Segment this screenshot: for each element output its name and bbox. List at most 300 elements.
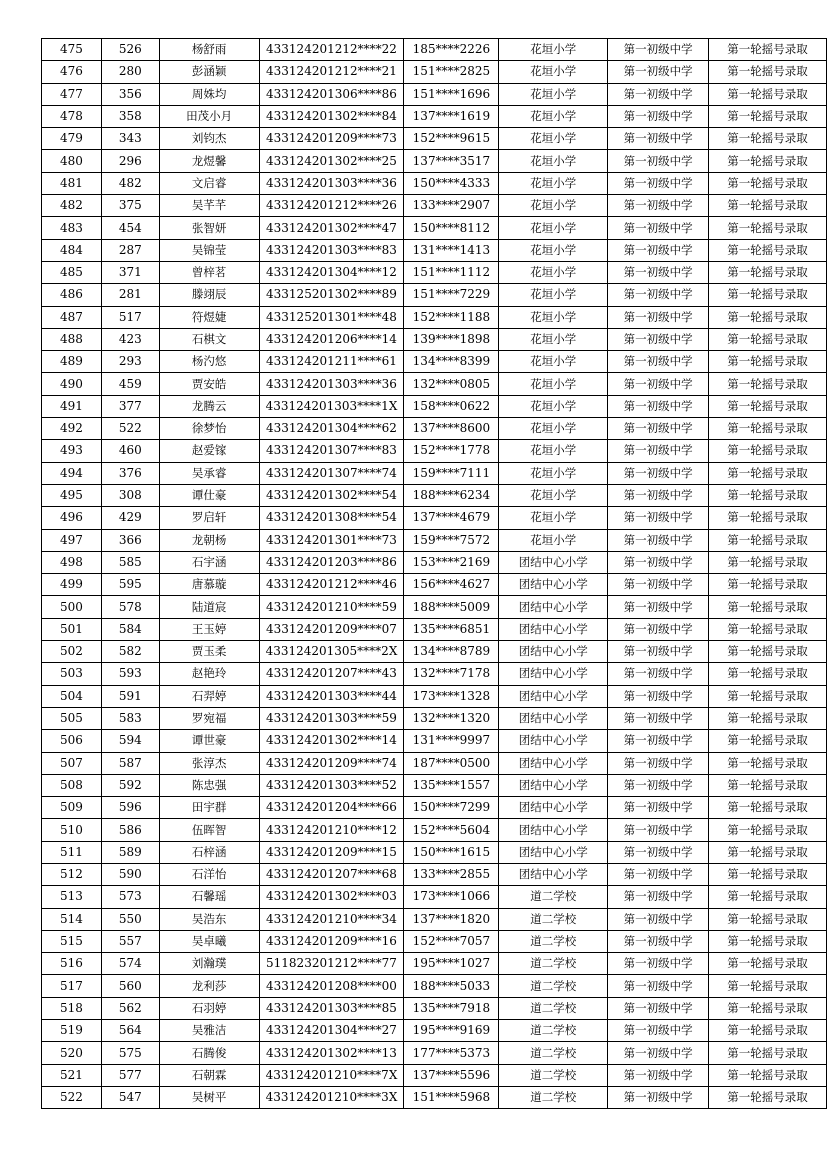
- admission-status-cell: 第一轮摇号录取: [709, 663, 827, 685]
- admission-status-cell: 第一轮摇号录取: [709, 105, 827, 127]
- lottery-number-cell: 308: [101, 484, 159, 506]
- student-name-cell: 谭仕豪: [159, 484, 259, 506]
- id-number-cell: 433124201304****27: [259, 1020, 404, 1042]
- phone-number-cell: 135****7918: [404, 997, 499, 1019]
- admitted-school-cell: 第一初级中学: [608, 730, 709, 752]
- primary-school-cell: 花垣小学: [499, 172, 608, 194]
- admitted-school-cell: 第一初级中学: [608, 663, 709, 685]
- admitted-school-cell: 第一初级中学: [608, 83, 709, 105]
- student-name-cell: 吴锦莹: [159, 239, 259, 261]
- id-number-cell: 433124201301****73: [259, 529, 404, 551]
- primary-school-cell: 团结中心小学: [499, 618, 608, 640]
- primary-school-cell: 团结中心小学: [499, 663, 608, 685]
- primary-school-cell: 团结中心小学: [499, 841, 608, 863]
- id-number-cell: 433124201210****59: [259, 596, 404, 618]
- student-name-cell: 杨汋悠: [159, 351, 259, 373]
- id-number-cell: 433124201212****21: [259, 61, 404, 83]
- phone-number-cell: 151****1112: [404, 261, 499, 283]
- admitted-school-cell: 第一初级中学: [608, 284, 709, 306]
- phone-number-cell: 195****1027: [404, 953, 499, 975]
- table-row: [42, 774, 827, 796]
- row-index-cell: 519: [42, 1020, 102, 1042]
- table-row: [42, 128, 827, 150]
- primary-school-cell: 花垣小学: [499, 239, 608, 261]
- lottery-number-cell: 583: [101, 707, 159, 729]
- id-number-cell: 433124201302****54: [259, 484, 404, 506]
- lottery-number-cell: 375: [101, 195, 159, 217]
- id-number-cell: 433124201210****7X: [259, 1064, 404, 1086]
- phone-number-cell: 152****9615: [404, 128, 499, 150]
- admission-status-cell: 第一轮摇号录取: [709, 930, 827, 952]
- lottery-number-cell: 585: [101, 551, 159, 573]
- admitted-school-cell: 第一初级中学: [608, 217, 709, 239]
- primary-school-cell: 花垣小学: [499, 306, 608, 328]
- student-name-cell: 吴雅洁: [159, 1020, 259, 1042]
- phone-number-cell: 152****5604: [404, 819, 499, 841]
- admitted-school-cell: 第一初级中学: [608, 685, 709, 707]
- table-row: [42, 529, 827, 551]
- id-number-cell: 433124201305****2X: [259, 641, 404, 663]
- row-index-cell: 492: [42, 418, 102, 440]
- lottery-number-cell: 460: [101, 440, 159, 462]
- primary-school-cell: 花垣小学: [499, 284, 608, 306]
- admission-status-cell: 第一轮摇号录取: [709, 819, 827, 841]
- row-index-cell: 478: [42, 105, 102, 127]
- row-index-cell: 507: [42, 752, 102, 774]
- admission-status-cell: 第一轮摇号录取: [709, 395, 827, 417]
- student-name-cell: 陆道宸: [159, 596, 259, 618]
- table-row: [42, 39, 827, 61]
- row-index-cell: 503: [42, 663, 102, 685]
- admitted-school-cell: 第一初级中学: [608, 418, 709, 440]
- student-name-cell: 刘钧杰: [159, 128, 259, 150]
- phone-number-cell: 150****4333: [404, 172, 499, 194]
- student-name-cell: 陈忠强: [159, 774, 259, 796]
- lottery-number-cell: 454: [101, 217, 159, 239]
- table-row: [42, 908, 827, 930]
- phone-number-cell: 134****8399: [404, 351, 499, 373]
- student-name-cell: 张智妍: [159, 217, 259, 239]
- table-row: [42, 1020, 827, 1042]
- phone-number-cell: 185****2226: [404, 39, 499, 61]
- admission-status-cell: 第一轮摇号录取: [709, 195, 827, 217]
- table-row: [42, 484, 827, 506]
- admitted-school-cell: 第一初级中学: [608, 306, 709, 328]
- phone-number-cell: 188****5009: [404, 596, 499, 618]
- student-name-cell: 周姝均: [159, 83, 259, 105]
- id-number-cell: 433124201304****12: [259, 261, 404, 283]
- id-number-cell: 433124201212****22: [259, 39, 404, 61]
- admitted-school-cell: 第一初级中学: [608, 886, 709, 908]
- phone-number-cell: 173****1066: [404, 886, 499, 908]
- student-name-cell: 杨舒雨: [159, 39, 259, 61]
- primary-school-cell: 花垣小学: [499, 373, 608, 395]
- admission-status-cell: 第一轮摇号录取: [709, 641, 827, 663]
- table-row: [42, 551, 827, 573]
- admission-status-cell: 第一轮摇号录取: [709, 351, 827, 373]
- admitted-school-cell: 第一初级中学: [608, 953, 709, 975]
- table-row: [42, 351, 827, 373]
- id-number-cell: 433124201204****66: [259, 797, 404, 819]
- admission-status-cell: 第一轮摇号录取: [709, 774, 827, 796]
- admitted-school-cell: 第一初级中学: [608, 930, 709, 952]
- admitted-school-cell: 第一初级中学: [608, 462, 709, 484]
- primary-school-cell: 团结中心小学: [499, 685, 608, 707]
- lottery-number-cell: 578: [101, 596, 159, 618]
- lottery-number-cell: 557: [101, 930, 159, 952]
- table-row: [42, 863, 827, 885]
- row-index-cell: 520: [42, 1042, 102, 1064]
- student-name-cell: 田茂小月: [159, 105, 259, 127]
- phone-number-cell: 187****0500: [404, 752, 499, 774]
- table-row: [42, 261, 827, 283]
- table-row: [42, 886, 827, 908]
- student-name-cell: 吴承睿: [159, 462, 259, 484]
- student-name-cell: 吴浩东: [159, 908, 259, 930]
- lottery-number-cell: 564: [101, 1020, 159, 1042]
- admission-status-cell: 第一轮摇号录取: [709, 440, 827, 462]
- table-row: [42, 306, 827, 328]
- admission-status-cell: 第一轮摇号录取: [709, 618, 827, 640]
- student-name-cell: 石梓涵: [159, 841, 259, 863]
- primary-school-cell: 团结中心小学: [499, 774, 608, 796]
- lottery-number-cell: 595: [101, 574, 159, 596]
- id-number-cell: 433124201303****36: [259, 373, 404, 395]
- admitted-school-cell: 第一初级中学: [608, 1064, 709, 1086]
- admitted-school-cell: 第一初级中学: [608, 351, 709, 373]
- primary-school-cell: 花垣小学: [499, 83, 608, 105]
- table-row: [42, 328, 827, 350]
- id-number-cell: 433124201203****86: [259, 551, 404, 573]
- table-row: [42, 841, 827, 863]
- primary-school-cell: 团结中心小学: [499, 596, 608, 618]
- phone-number-cell: 135****6851: [404, 618, 499, 640]
- id-number-cell: 433124201207****68: [259, 863, 404, 885]
- phone-number-cell: 131****1413: [404, 239, 499, 261]
- row-index-cell: 501: [42, 618, 102, 640]
- lottery-number-cell: 376: [101, 462, 159, 484]
- student-name-cell: 张淳杰: [159, 752, 259, 774]
- admitted-school-cell: 第一初级中学: [608, 39, 709, 61]
- primary-school-cell: 花垣小学: [499, 150, 608, 172]
- table-row: [42, 975, 827, 997]
- lottery-number-cell: 575: [101, 1042, 159, 1064]
- lottery-number-cell: 482: [101, 172, 159, 194]
- primary-school-cell: 花垣小学: [499, 105, 608, 127]
- lottery-number-cell: 594: [101, 730, 159, 752]
- id-number-cell: 433124201303****44: [259, 685, 404, 707]
- admission-status-cell: 第一轮摇号录取: [709, 284, 827, 306]
- phone-number-cell: 156****4627: [404, 574, 499, 596]
- phone-number-cell: 137****3517: [404, 150, 499, 172]
- primary-school-cell: 花垣小学: [499, 462, 608, 484]
- row-index-cell: 504: [42, 685, 102, 707]
- phone-number-cell: 159****7111: [404, 462, 499, 484]
- lottery-number-cell: 377: [101, 395, 159, 417]
- table-row: [42, 752, 827, 774]
- row-index-cell: 483: [42, 217, 102, 239]
- admission-status-cell: 第一轮摇号录取: [709, 886, 827, 908]
- admission-status-cell: 第一轮摇号录取: [709, 217, 827, 239]
- id-number-cell: 433124201303****1X: [259, 395, 404, 417]
- admitted-school-cell: 第一初级中学: [608, 797, 709, 819]
- phone-number-cell: 151****2825: [404, 61, 499, 83]
- primary-school-cell: 团结中心小学: [499, 819, 608, 841]
- table-row: [42, 663, 827, 685]
- admission-status-cell: 第一轮摇号录取: [709, 997, 827, 1019]
- primary-school-cell: 花垣小学: [499, 529, 608, 551]
- lottery-number-cell: 596: [101, 797, 159, 819]
- admission-status-cell: 第一轮摇号录取: [709, 150, 827, 172]
- lottery-number-cell: 517: [101, 306, 159, 328]
- primary-school-cell: 团结中心小学: [499, 574, 608, 596]
- phone-number-cell: 152****7057: [404, 930, 499, 952]
- admission-status-cell: 第一轮摇号录取: [709, 128, 827, 150]
- phone-number-cell: 188****5033: [404, 975, 499, 997]
- phone-number-cell: 150****1615: [404, 841, 499, 863]
- admitted-school-cell: 第一初级中学: [608, 819, 709, 841]
- row-index-cell: 484: [42, 239, 102, 261]
- row-index-cell: 482: [42, 195, 102, 217]
- admission-status-cell: 第一轮摇号录取: [709, 797, 827, 819]
- id-number-cell: 433124201302****47: [259, 217, 404, 239]
- student-name-cell: 吴树平: [159, 1086, 259, 1108]
- admission-status-cell: 第一轮摇号录取: [709, 596, 827, 618]
- admission-status-cell: 第一轮摇号录取: [709, 841, 827, 863]
- row-index-cell: 487: [42, 306, 102, 328]
- primary-school-cell: 团结中心小学: [499, 863, 608, 885]
- id-number-cell: 433124201308****54: [259, 507, 404, 529]
- phone-number-cell: 188****6234: [404, 484, 499, 506]
- row-index-cell: 521: [42, 1064, 102, 1086]
- primary-school-cell: 道二学校: [499, 1064, 608, 1086]
- admitted-school-cell: 第一初级中学: [608, 975, 709, 997]
- row-index-cell: 511: [42, 841, 102, 863]
- row-index-cell: 499: [42, 574, 102, 596]
- id-number-cell: 433124201303****52: [259, 774, 404, 796]
- phone-number-cell: 177****5373: [404, 1042, 499, 1064]
- admission-status-cell: 第一轮摇号录取: [709, 685, 827, 707]
- admission-status-cell: 第一轮摇号录取: [709, 239, 827, 261]
- student-name-cell: 彭涵颖: [159, 61, 259, 83]
- row-index-cell: 480: [42, 150, 102, 172]
- admission-status-cell: 第一轮摇号录取: [709, 1086, 827, 1108]
- admitted-school-cell: 第一初级中学: [608, 484, 709, 506]
- row-index-cell: 497: [42, 529, 102, 551]
- student-name-cell: 龙利莎: [159, 975, 259, 997]
- admitted-school-cell: 第一初级中学: [608, 1020, 709, 1042]
- lottery-number-cell: 371: [101, 261, 159, 283]
- admission-table: [41, 38, 827, 1109]
- lottery-number-cell: 586: [101, 819, 159, 841]
- admission-status-cell: 第一轮摇号录取: [709, 462, 827, 484]
- lottery-number-cell: 591: [101, 685, 159, 707]
- id-number-cell: 433124201304****62: [259, 418, 404, 440]
- primary-school-cell: 花垣小学: [499, 195, 608, 217]
- id-number-cell: 433124201209****07: [259, 618, 404, 640]
- phone-number-cell: 132****0805: [404, 373, 499, 395]
- lottery-number-cell: 287: [101, 239, 159, 261]
- id-number-cell: 433124201207****43: [259, 663, 404, 685]
- id-number-cell: 433124201303****83: [259, 239, 404, 261]
- admitted-school-cell: 第一初级中学: [608, 395, 709, 417]
- student-name-cell: 曾梓茗: [159, 261, 259, 283]
- lottery-number-cell: 366: [101, 529, 159, 551]
- admission-status-cell: 第一轮摇号录取: [709, 261, 827, 283]
- phone-number-cell: 173****1328: [404, 685, 499, 707]
- lottery-number-cell: 593: [101, 663, 159, 685]
- admitted-school-cell: 第一初级中学: [608, 641, 709, 663]
- row-index-cell: 505: [42, 707, 102, 729]
- student-name-cell: 吴卓曦: [159, 930, 259, 952]
- admitted-school-cell: 第一初级中学: [608, 150, 709, 172]
- student-name-cell: 石馨瑶: [159, 886, 259, 908]
- admission-status-cell: 第一轮摇号录取: [709, 373, 827, 395]
- table-row: [42, 373, 827, 395]
- id-number-cell: 433124201210****3X: [259, 1086, 404, 1108]
- admitted-school-cell: 第一初级中学: [608, 596, 709, 618]
- lottery-number-cell: 590: [101, 863, 159, 885]
- lottery-number-cell: 589: [101, 841, 159, 863]
- student-name-cell: 伍晖智: [159, 819, 259, 841]
- id-number-cell: 433125201302****89: [259, 284, 404, 306]
- primary-school-cell: 花垣小学: [499, 395, 608, 417]
- table-row: [42, 685, 827, 707]
- lottery-number-cell: 592: [101, 774, 159, 796]
- lottery-number-cell: 573: [101, 886, 159, 908]
- admission-status-cell: 第一轮摇号录取: [709, 83, 827, 105]
- row-index-cell: 491: [42, 395, 102, 417]
- phone-number-cell: 131****9997: [404, 730, 499, 752]
- lottery-number-cell: 577: [101, 1064, 159, 1086]
- row-index-cell: 489: [42, 351, 102, 373]
- admitted-school-cell: 第一初级中学: [608, 1086, 709, 1108]
- primary-school-cell: 团结中心小学: [499, 752, 608, 774]
- admission-status-cell: 第一轮摇号录取: [709, 529, 827, 551]
- id-number-cell: 433124201209****74: [259, 752, 404, 774]
- id-number-cell: 433124201307****74: [259, 462, 404, 484]
- student-name-cell: 徐梦怡: [159, 418, 259, 440]
- row-index-cell: 481: [42, 172, 102, 194]
- primary-school-cell: 道二学校: [499, 975, 608, 997]
- admitted-school-cell: 第一初级中学: [608, 752, 709, 774]
- student-name-cell: 王玉婷: [159, 618, 259, 640]
- phone-number-cell: 133****2907: [404, 195, 499, 217]
- id-number-cell: 433124201303****85: [259, 997, 404, 1019]
- lottery-number-cell: 526: [101, 39, 159, 61]
- primary-school-cell: 团结中心小学: [499, 641, 608, 663]
- table-row: [42, 284, 827, 306]
- phone-number-cell: 195****9169: [404, 1020, 499, 1042]
- primary-school-cell: 道二学校: [499, 1042, 608, 1064]
- lottery-number-cell: 429: [101, 507, 159, 529]
- id-number-cell: 433124201306****86: [259, 83, 404, 105]
- row-index-cell: 502: [42, 641, 102, 663]
- admitted-school-cell: 第一初级中学: [608, 574, 709, 596]
- row-index-cell: 477: [42, 83, 102, 105]
- student-name-cell: 滕翊辰: [159, 284, 259, 306]
- student-name-cell: 龙煜馨: [159, 150, 259, 172]
- id-number-cell: 433124201307****83: [259, 440, 404, 462]
- row-index-cell: 493: [42, 440, 102, 462]
- table-row: [42, 574, 827, 596]
- lottery-number-cell: 281: [101, 284, 159, 306]
- row-index-cell: 490: [42, 373, 102, 395]
- admitted-school-cell: 第一初级中学: [608, 551, 709, 573]
- row-index-cell: 517: [42, 975, 102, 997]
- student-name-cell: 田宇群: [159, 797, 259, 819]
- student-name-cell: 石宇涵: [159, 551, 259, 573]
- primary-school-cell: 花垣小学: [499, 507, 608, 529]
- table-row: [42, 395, 827, 417]
- student-name-cell: 石腾俊: [159, 1042, 259, 1064]
- phone-number-cell: 150****8112: [404, 217, 499, 239]
- primary-school-cell: 花垣小学: [499, 128, 608, 150]
- table-row: [42, 507, 827, 529]
- primary-school-cell: 道二学校: [499, 953, 608, 975]
- phone-number-cell: 137****5596: [404, 1064, 499, 1086]
- row-index-cell: 479: [42, 128, 102, 150]
- student-name-cell: 赵艳玲: [159, 663, 259, 685]
- table-body: [42, 39, 827, 1109]
- id-number-cell: 433124201210****12: [259, 819, 404, 841]
- primary-school-cell: 团结中心小学: [499, 551, 608, 573]
- primary-school-cell: 道二学校: [499, 1020, 608, 1042]
- student-name-cell: 石洋怡: [159, 863, 259, 885]
- row-index-cell: 518: [42, 997, 102, 1019]
- table-row: [42, 953, 827, 975]
- admission-status-cell: 第一轮摇号录取: [709, 908, 827, 930]
- admitted-school-cell: 第一初级中学: [608, 529, 709, 551]
- id-number-cell: 433124201209****73: [259, 128, 404, 150]
- primary-school-cell: 团结中心小学: [499, 730, 608, 752]
- table-row: [42, 440, 827, 462]
- table-row: [42, 172, 827, 194]
- primary-school-cell: 花垣小学: [499, 351, 608, 373]
- id-number-cell: 511823201212****77: [259, 953, 404, 975]
- id-number-cell: 433124201303****36: [259, 172, 404, 194]
- table-row: [42, 462, 827, 484]
- admitted-school-cell: 第一初级中学: [608, 195, 709, 217]
- id-number-cell: 433124201211****61: [259, 351, 404, 373]
- admitted-school-cell: 第一初级中学: [608, 908, 709, 930]
- table-row: [42, 418, 827, 440]
- student-name-cell: 龙朝杨: [159, 529, 259, 551]
- id-number-cell: 433124201302****13: [259, 1042, 404, 1064]
- primary-school-cell: 花垣小学: [499, 61, 608, 83]
- phone-number-cell: 133****2855: [404, 863, 499, 885]
- phone-number-cell: 137****8600: [404, 418, 499, 440]
- primary-school-cell: 花垣小学: [499, 328, 608, 350]
- id-number-cell: 433124201206****14: [259, 328, 404, 350]
- admission-status-cell: 第一轮摇号录取: [709, 61, 827, 83]
- admission-status-cell: 第一轮摇号录取: [709, 863, 827, 885]
- row-index-cell: 513: [42, 886, 102, 908]
- row-index-cell: 510: [42, 819, 102, 841]
- row-index-cell: 506: [42, 730, 102, 752]
- lottery-number-cell: 280: [101, 61, 159, 83]
- admission-status-cell: 第一轮摇号录取: [709, 953, 827, 975]
- admission-status-cell: 第一轮摇号录取: [709, 574, 827, 596]
- admission-status-cell: 第一轮摇号录取: [709, 39, 827, 61]
- table-row: [42, 1086, 827, 1108]
- admitted-school-cell: 第一初级中学: [608, 105, 709, 127]
- lottery-number-cell: 550: [101, 908, 159, 930]
- primary-school-cell: 花垣小学: [499, 39, 608, 61]
- admitted-school-cell: 第一初级中学: [608, 128, 709, 150]
- admission-status-cell: 第一轮摇号录取: [709, 752, 827, 774]
- id-number-cell: 433125201301****48: [259, 306, 404, 328]
